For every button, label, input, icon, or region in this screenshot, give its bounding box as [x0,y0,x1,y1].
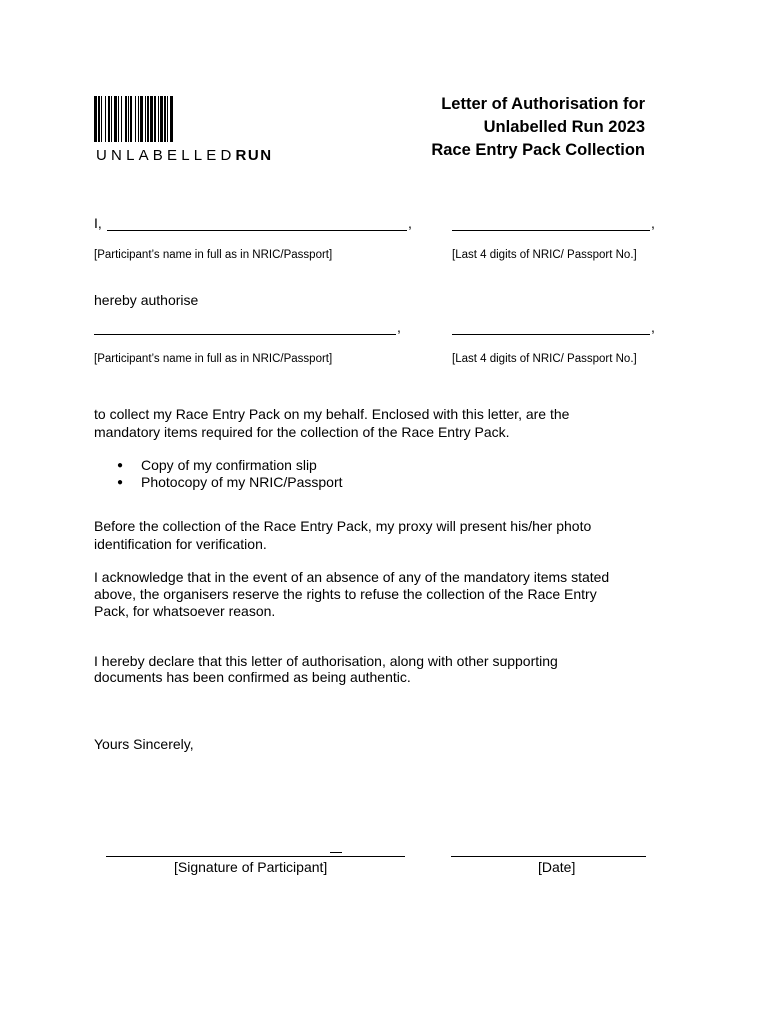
list-item: ● Photocopy of my NRIC/Passport [117,474,343,491]
signature-field[interactable] [106,856,405,857]
title-line-3: Race Entry Pack Collection [431,141,645,159]
signature-line-mark [330,852,342,853]
participant-prefix: I, [94,215,102,231]
svg-text:UNLABELLEDRUN [96,147,273,164]
participant-name-field[interactable] [107,230,407,231]
para3-line2: above, the organisers reserve the rights to refuse the collection of the Race Entry [94,586,597,602]
participant-id-caption: [Last 4 digits of NRIC/ Passport No.] [452,249,637,261]
barcode-icon [94,96,173,142]
date-caption: [Date] [538,859,576,875]
date-field[interactable] [451,856,646,857]
para1-line1: to collect my Race Entry Pack on my behalf. Enclosed with this letter, are the [94,406,570,422]
para3-line3: Pack, for whatsoever reason. [94,603,276,619]
para3-line1: I acknowledge that in the event of an absence of any of the mandatory items stated [94,569,610,585]
proxy-name-field[interactable] [94,334,396,335]
proxy-name-caption: [Participant’s name in full as in NRIC/Passport] [94,353,333,365]
participant-id-field[interactable] [452,230,650,231]
para2-line1: Before the collection of the Race Entry Pack, my proxy will present his/her photo [94,518,592,534]
para4-line2: documents has been confirmed as being authentic. [94,669,411,685]
proxy-id-field[interactable] [452,334,650,335]
proxy-intro: hereby authorise [94,292,199,308]
title-line-2: Unlabelled Run 2023 [483,118,645,136]
participant-name-comma: , [408,215,412,231]
proxy-name-comma: , [397,319,401,335]
signature-caption: [Signature of Participant] [174,859,328,875]
closing: Yours Sincerely, [94,736,194,752]
list-item: ● Copy of my confirmation slip [117,457,343,474]
unlabelled-run-logo [94,96,286,164]
logo-wordmark-light: UNLABELLED [96,147,236,164]
logo-wordmark-bold: RUN [235,147,273,164]
para2-line2: identification for verification. [94,536,267,552]
title-line-1: Letter of Authorisation for [441,95,645,113]
participant-id-comma: , [651,215,655,231]
proxy-id-caption: [Last 4 digits of NRIC/ Passport No.] [452,353,637,365]
para1-line2: mandatory items required for the collection of the Race Entry Pack. [94,424,510,440]
para4-line1: I hereby declare that this letter of authorisation, along with other supporting [94,653,558,669]
proxy-id-comma: , [651,319,655,335]
participant-name-caption: [Participant’s name in full as in NRIC/Passport] [94,249,333,261]
mandatory-items-list [117,457,343,491]
